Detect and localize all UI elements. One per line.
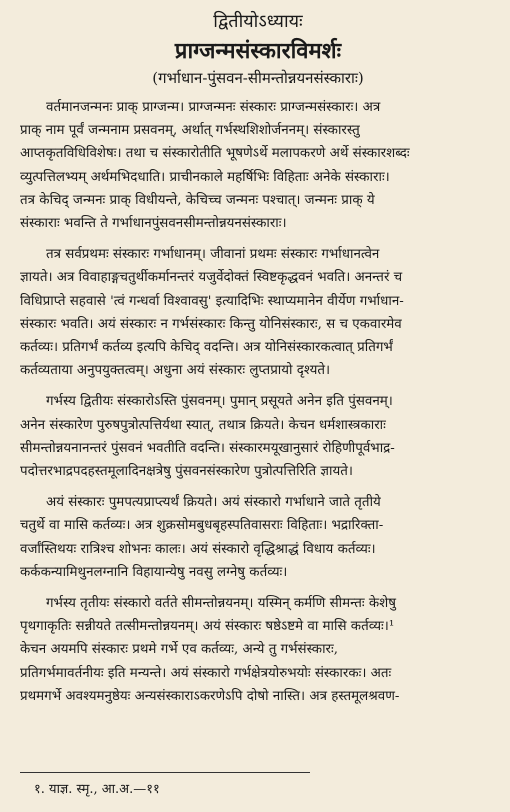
text-line: गर्भस्य द्वितीयः संस्कारोऽस्ति पुंसवनम्। पुमान् प्रसूयते अनेन इति पुंसवनम्। bbox=[46, 394, 393, 410]
paragraph bbox=[20, 390, 496, 483]
text-line: प्रथमगर्भे अवश्यमनुष्ठेयः अन्यसंस्काराऽकरणेऽपि दोषो नास्ति। अत्र हस्तमूलश्रवण- bbox=[20, 688, 400, 704]
text-line: संस्कारः भवति। अयं संस्कारः न गर्भसंस्कारः किन्तु योनिसंस्कारः, स च एकवारमेव bbox=[20, 316, 402, 332]
section-subtitle: (गर्भाधान-पुंसवन-सीमन्तोन्नयनसंस्काराः) bbox=[152, 69, 364, 87]
text-line: गर्भस्य तृतीयः संस्कारो वर्तते सीमन्तोन्नयनम्। यस्मिन् कर्मणि सीमन्तः केशेषु bbox=[46, 596, 396, 612]
paragraph bbox=[20, 592, 496, 708]
text-line: आप्तकृतविधिविशेषः। तथा च संस्कारोतीति भूषणेऽर्थे मलापकरणे अर्थे संस्कारशब्दः bbox=[20, 146, 410, 162]
text-line: पृथगाकृतिः सन्नीयते तत्सीमन्तोन्नयनम्। अयं संस्कारः षष्ठेऽष्टमे वा मासि कर्तव्यः।¹ bbox=[20, 619, 395, 635]
text-line: प्रतिगर्भमावर्तनीयः इति मन्यन्ते। अयं संस्कारो गर्भक्षेत्रयोरुभयोः संस्कारकः। अतः bbox=[20, 665, 392, 681]
text-line: सीमन्तोन्नयनानन्तरं पुंसवनं भवतीति वदन्ति। संस्कारमयूखानुसारं रोहिणीपूर्वभाद्र- bbox=[20, 440, 395, 456]
text-line: व्युत्पत्तिलभ्यम् अर्थमभिदधाति। प्राचीनकाले महर्षिभिः विहिताः अनेके संस्काराः। bbox=[20, 169, 390, 185]
text-line: ज्ञायते। अत्र विवाहाङ्गचतुर्थीकर्मानन्तरं यजुर्वेदोक्तं स्विष्टकृद्धवनं भवति। अनन्तरं च bbox=[20, 270, 403, 286]
chapter-heading: द्वितीयोऽध्यायः bbox=[213, 11, 303, 32]
paragraph bbox=[20, 491, 496, 584]
text-line: कर्ककन्यामिथुनलग्नानि विहायान्येषु नवसु लग्नेषु कर्तव्यः। bbox=[20, 564, 288, 580]
paragraph bbox=[20, 243, 496, 382]
text-line: प्राक् नाम पूर्वं जन्मनाम प्रसवनम्, अर्थात् गर्भस्थशिशोर्जननम्। संस्कारस्तु bbox=[20, 123, 360, 139]
section-title: प्राग्जन्मसंस्कारविमर्शः bbox=[174, 38, 342, 64]
footnote-divider bbox=[20, 772, 310, 773]
text-line: अनेन संस्कारेण पुरुषपुत्रोत्पत्तिर्यथा स्यात्, तथात्र क्रियते। केचन धर्मशास्त्रकाराः bbox=[20, 417, 386, 433]
text-line: संस्काराः भवन्ति ते गर्भाधानपुंसवनसीमन्तोन्नयनसंस्काराः। bbox=[20, 216, 287, 232]
text-line: कर्तव्यः। प्रतिगर्भं कर्तव्य इत्यपि केचिद् वदन्ति। अत्र योनिसंस्कारकत्वात् प्रतिगर्भं bbox=[20, 340, 393, 356]
text-line: विधिप्राप्ते सहवासे 'त्वं गन्धर्वा विश्वावसु' इत्यादिभिः स्थाप्यमानेन वीर्येण गर्भाधान- bbox=[20, 293, 404, 309]
text-line: वर्तमानजन्मनः प्राक् प्राग्जन्म। प्राग्जन्मनः संस्कारः प्राग्जन्मसंस्कारः। अत्र bbox=[46, 100, 381, 115]
paragraph bbox=[20, 96, 496, 235]
footnote: १. याज्ञ. स्मृ., आ.अ.—११ bbox=[34, 782, 160, 797]
text-line: वर्जांस्तिथयः रात्रिश्च शोभनः कालः। अयं संस्कारो वृद्धिश्राद्धं विधाय कर्तव्यः। bbox=[20, 541, 376, 557]
text-line: पदोत्तरभाद्रपदहस्तमूलादिनक्षत्रेषु पुंसवनसंस्कारेण पुत्रोत्पत्तिरिति ज्ञायते। bbox=[20, 464, 353, 480]
text-line: अयं संस्कारः पुमपत्यप्राप्त्यर्थं क्रियते। अयं संस्कारो गर्भाधाने जाते तृतीये bbox=[46, 495, 381, 511]
text-line: चतुर्थे वा मासि कर्तव्यः। अत्र शुक्रसोमबुधबृहस्पतिवासराः विहिताः। भद्रारिक्ता- bbox=[20, 518, 384, 534]
text-line: तत्र केचिद् जन्मनः प्राक् विधीयन्ते, केचिच्च जन्मनः पश्चात्। जन्मनः प्राक् ये bbox=[20, 192, 375, 208]
text-line: तत्र सर्वप्रथमः संस्कारः गर्भाधानम्। जीवानां प्रथमः संस्कारः गर्भाधानत्वेन bbox=[46, 247, 380, 263]
text-line: केचन अयमपि संस्कारः प्रथमे गर्भे एव कर्तव्यः, अन्ये तु गर्भसंस्कारः, bbox=[20, 642, 338, 658]
text-line: कर्तव्यताया अनुपयुक्तत्वम्। अधुना अयं संस्कारः लुप्तप्रायो दृश्यते। bbox=[20, 363, 331, 379]
body-text bbox=[20, 96, 496, 708]
